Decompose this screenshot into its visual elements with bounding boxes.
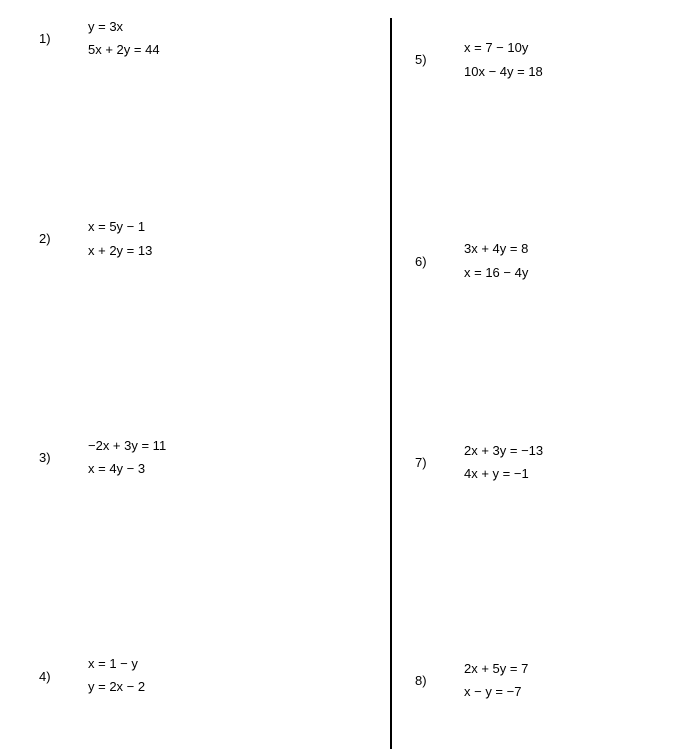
- equation-2: 10x − 4y = 18: [464, 64, 543, 79]
- equation-1: y = 3x: [88, 19, 124, 34]
- equation-2: x = 4y − 3: [88, 461, 146, 476]
- equation-1: x = 7 − 10y: [464, 40, 529, 55]
- problem-number: 6): [415, 254, 427, 269]
- column-divider: [390, 18, 392, 749]
- problem-number: 3): [39, 450, 51, 465]
- equation-2: x = 16 − 4y: [464, 265, 529, 280]
- problem-number: 4): [39, 669, 51, 684]
- equation-1: x = 1 − y: [88, 656, 138, 671]
- problem-number: 7): [415, 455, 427, 470]
- equation-1: x = 5y − 1: [88, 219, 146, 234]
- problem-number: 1): [39, 31, 51, 46]
- equation-1: −2x + 3y = 11: [88, 438, 167, 453]
- equation-2: x + 2y = 13: [88, 243, 153, 258]
- equation-2: x − y = −7: [464, 684, 522, 699]
- equation-1: 2x + 5y = 7: [464, 661, 529, 676]
- problem-number: 5): [415, 52, 427, 67]
- equation-2: 5x + 2y = 44: [88, 42, 160, 57]
- equation-1: 2x + 3y = −13: [464, 443, 544, 458]
- equation-1: 3x + 4y = 8: [464, 241, 529, 256]
- equation-2: 4x + y = −1: [464, 466, 529, 481]
- equation-2: y = 2x − 2: [88, 679, 146, 694]
- problem-number: 8): [415, 673, 427, 688]
- problem-number: 2): [39, 231, 51, 246]
